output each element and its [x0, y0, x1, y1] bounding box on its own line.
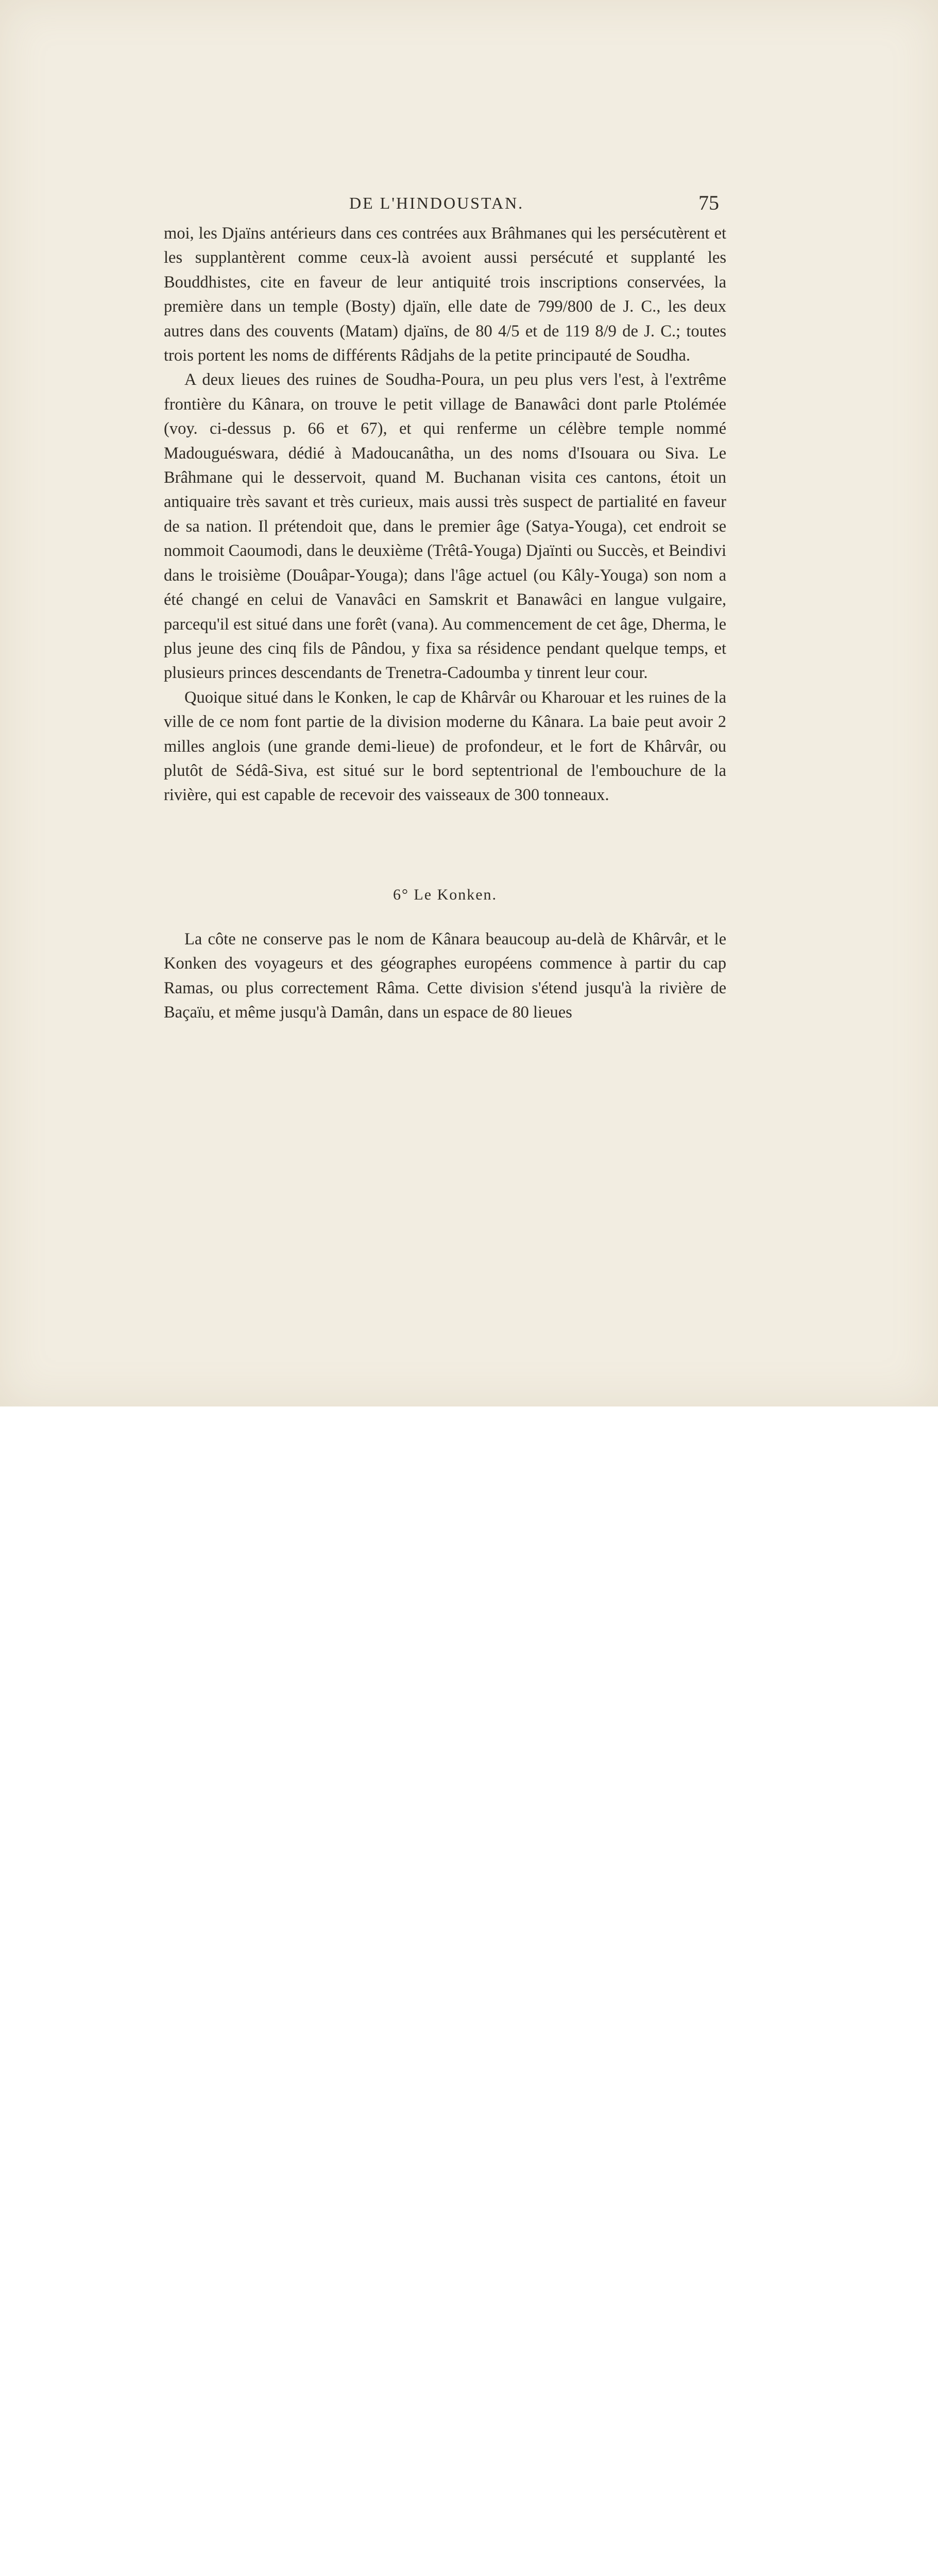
page-number: 75	[698, 191, 719, 214]
viewer-footer	[0, 1406, 938, 1475]
paragraph-4: La côte ne conserve pas le nom de Kânara beaucoup au-delà de Khârvâr, et le Konken des voyageurs et des géographes européens commence à partir du cap Ramas, ou plus correctement Râma. Cette division s'étend jusqu'à la rivière de Baçaïu, et même jusqu'à Damân, dans un espace de 80 lieues	[164, 930, 726, 1022]
paragraph-3: Quoique situé dans le Konken, le cap de Khârvâr ou Kharouar et les ruines de la ville de ce nom font partie de la division moderne du Kânara. La baie peut avoir 2 milles anglois (une grande demi-lieue) de profondeur, et le fort de Khârvâr, ou plutôt de Sédâ-Siva, est situé sur le bord septentrional de l'embouchure de la rivière, qui est capable de recevoir des vaisseaux de 300 tonneaux.	[164, 688, 726, 805]
body-text	[164, 222, 726, 808]
running-head-title: DE L'HINDOUSTAN.	[349, 194, 524, 212]
paragraph-1: moi, les Djaïns antérieurs dans ces contrées aux Brâhmanes qui les persécutèrent et les supplantèrent comme ceux-là avoient aussi persécuté et supplanté les Bouddhistes, cite en faveur de leur antiquité trois inscriptions conservées, la première dans un temple (Bosty) djaïn, elle date de 799/800 de J. C., les deux autres dans des couvents (Matam) djaïns, de 80 4/5 et de 119 8/9 de J. C.; toutes trois portent les noms de différents Râdjahs de la petite principauté de Soudha.	[164, 224, 726, 365]
paragraph-2: A deux lieues des ruines de Soudha-Poura, un peu plus vers l'est, à l'extrême frontière du Kânara, on trouve le petit village de Banawâci dont parle Ptolémée (voy. ci-dessus p. 66 et 67), et qui renferme un célèbre temple nommé Madouguéswara, dédié à Madoucanâtha, un des noms d'Isouara ou Siva. Le Brâhmane qui le desservoit, quand M. Buchanan visita ces cantons, étoit un antiquaire très savant et très curieux, mais aussi très suspect de partialité en faveur de sa nation. Il prétendoit que, dans le premier âge (Satya-Youga), cet endroit se nommoit Caoumodi, dans le deuxième (Trêtâ-Youga) Djaïnti ou Succès, et Beindivi dans le troisième (Douâpar-Youga); dans l'âge actuel (ou Kâly-Youga) son nom a été changé en celui de Vanavâci en Samskrit et Banawâci en langue vulgaire, parcequ'il est situé dans une forêt (vana). Au commencement de cet âge, Dherma, le plus jeune des cinq fils de Pândou, y fixa sa résidence pendant quelque temps, et plusieurs princes descendants de Trenetra-Cadoumba y tinrent leur cour.	[164, 370, 726, 683]
section-heading: 6° Le Konken.	[393, 886, 498, 903]
section-text	[164, 927, 726, 1025]
